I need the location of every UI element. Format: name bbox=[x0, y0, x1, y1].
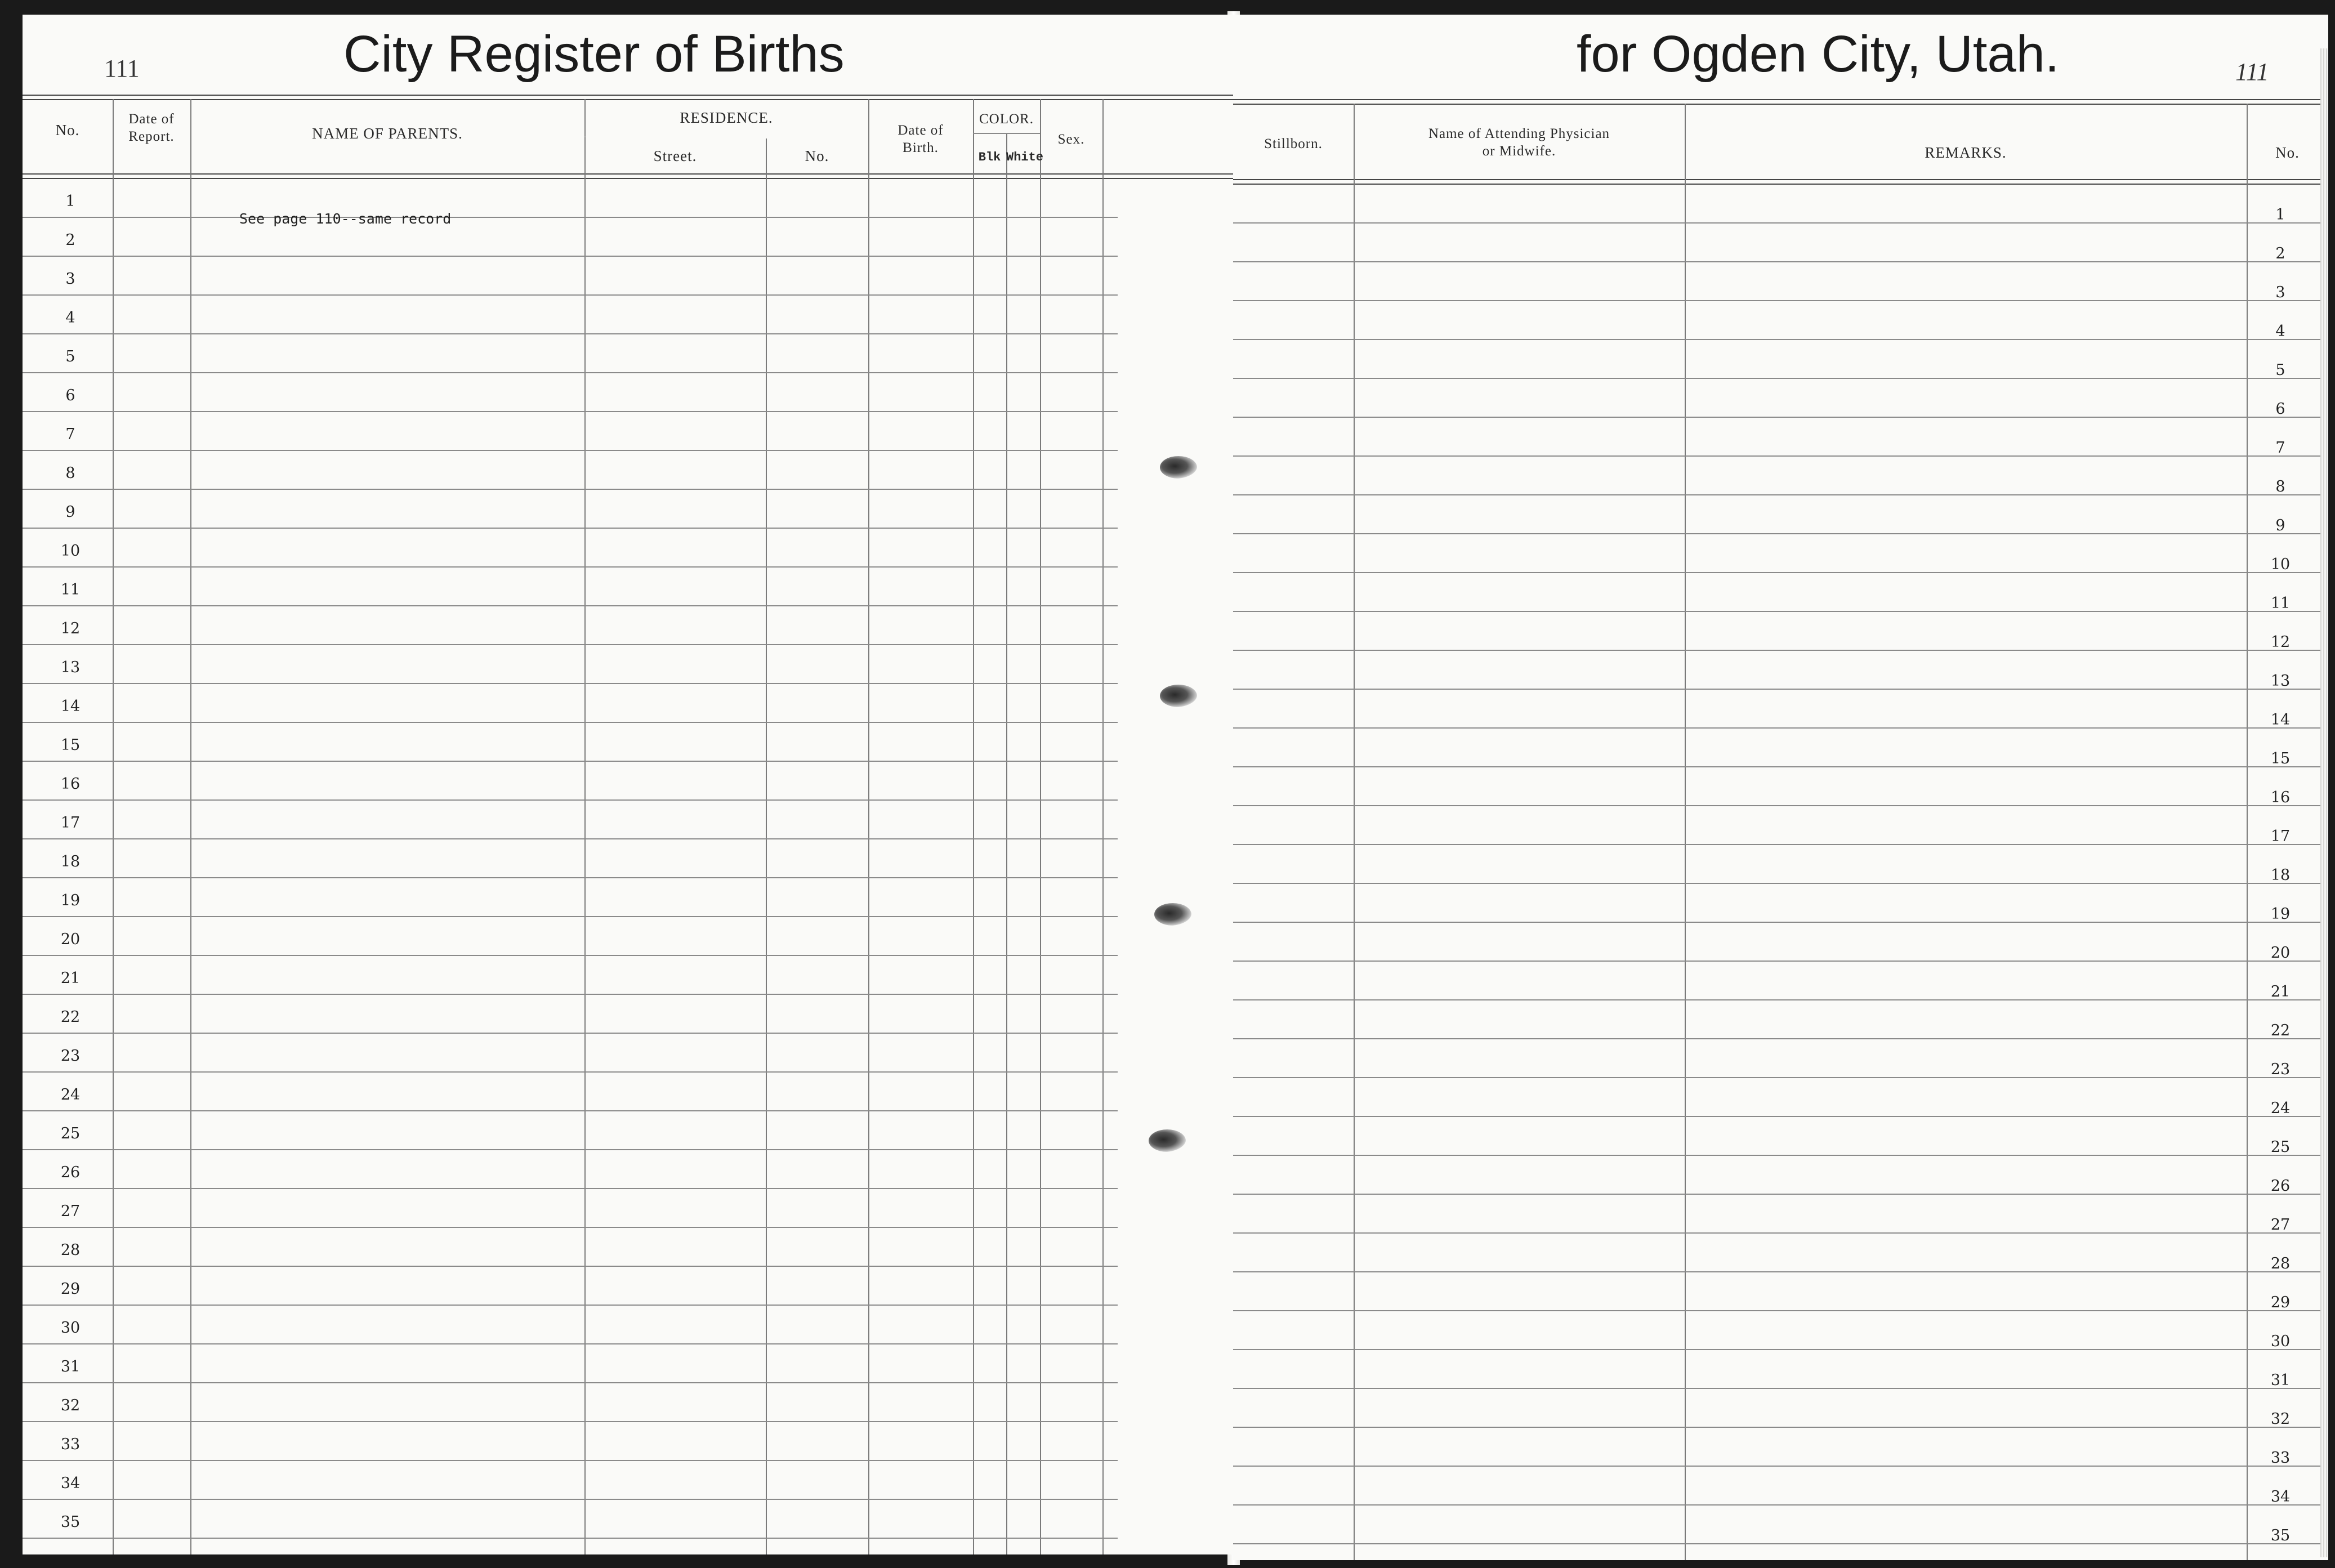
row-number: 35 bbox=[2270, 1527, 2291, 1544]
row-number: 4 bbox=[2275, 323, 2285, 340]
row-number: 17 bbox=[60, 814, 81, 832]
row-line bbox=[1233, 650, 2328, 651]
row-line bbox=[23, 994, 1118, 995]
row-number: 35 bbox=[60, 1513, 81, 1531]
row-line bbox=[23, 489, 1118, 490]
row-line bbox=[23, 1421, 1118, 1422]
row-number: 11 bbox=[60, 581, 81, 598]
row-line bbox=[1233, 533, 2328, 534]
row-number: 5 bbox=[65, 348, 75, 365]
row-line bbox=[1233, 1388, 2328, 1389]
row-number: 6 bbox=[2275, 400, 2285, 418]
header-date-of-report: Date of Report. bbox=[128, 111, 175, 144]
row-line bbox=[23, 1033, 1118, 1034]
row-line bbox=[23, 1460, 1118, 1461]
row-number: 25 bbox=[2270, 1138, 2291, 1156]
entry-row-1-parents: See page 110--same record bbox=[239, 211, 452, 227]
row-number: 8 bbox=[65, 464, 75, 482]
right-page-number: 111 bbox=[2235, 58, 2269, 86]
row-number: 13 bbox=[60, 659, 81, 676]
row-number: 3 bbox=[65, 270, 75, 288]
row-line bbox=[23, 333, 1118, 334]
row-number: 11 bbox=[2270, 595, 2291, 612]
row-line bbox=[1233, 727, 2328, 729]
row-line bbox=[1233, 222, 2328, 224]
row-line bbox=[1233, 805, 2328, 806]
row-number: 8 bbox=[2275, 478, 2285, 495]
header-residence: RESIDENCE. bbox=[680, 109, 773, 126]
row-line bbox=[23, 1149, 1118, 1150]
row-line bbox=[1233, 1038, 2328, 1039]
row-line bbox=[23, 1227, 1118, 1228]
row-number: 12 bbox=[60, 620, 81, 637]
row-number: 21 bbox=[60, 970, 81, 987]
row-line bbox=[23, 217, 1118, 218]
row-number: 26 bbox=[2270, 1177, 2291, 1195]
row-number: 3 bbox=[2275, 284, 2285, 301]
punch-hole bbox=[1154, 903, 1191, 926]
row-number: 28 bbox=[60, 1241, 81, 1259]
row-number: 19 bbox=[2270, 905, 2291, 923]
row-line bbox=[1233, 1310, 2328, 1311]
row-number: 12 bbox=[2270, 633, 2291, 651]
row-line bbox=[23, 528, 1118, 529]
row-line bbox=[23, 450, 1118, 451]
row-line bbox=[1233, 494, 2328, 495]
row-number: 24 bbox=[60, 1086, 81, 1104]
row-number: 19 bbox=[60, 892, 81, 909]
row-line bbox=[1233, 961, 2328, 962]
row-line bbox=[1233, 883, 2328, 884]
row-line bbox=[1233, 1504, 2328, 1506]
row-line bbox=[23, 1499, 1118, 1500]
row-line bbox=[1233, 1427, 2328, 1428]
punch-hole bbox=[1160, 456, 1197, 479]
row-line bbox=[23, 1538, 1118, 1539]
row-number: 18 bbox=[2270, 866, 2291, 884]
row-line bbox=[23, 605, 1118, 606]
row-line bbox=[1233, 261, 2328, 262]
row-line bbox=[23, 1343, 1118, 1344]
row-line bbox=[1233, 378, 2328, 379]
row-number: 7 bbox=[65, 426, 75, 443]
row-number: 13 bbox=[2270, 672, 2291, 690]
row-number: 20 bbox=[60, 931, 81, 948]
row-line bbox=[23, 877, 1118, 878]
row-line bbox=[23, 722, 1118, 723]
row-number: 9 bbox=[65, 503, 75, 521]
header-white: White bbox=[1006, 150, 1044, 164]
row-line bbox=[1233, 572, 2328, 573]
row-line bbox=[23, 1110, 1118, 1111]
row-number: 34 bbox=[60, 1475, 81, 1492]
row-line bbox=[23, 1305, 1118, 1306]
row-line bbox=[1233, 766, 2328, 767]
header-name-of-parents: NAME OF PARENTS. bbox=[312, 125, 463, 142]
row-number: 15 bbox=[60, 736, 81, 754]
row-line bbox=[23, 955, 1118, 956]
row-line bbox=[1233, 339, 2328, 340]
row-number: 27 bbox=[2270, 1216, 2291, 1234]
row-number: 1 bbox=[2275, 206, 2285, 224]
right-page-title: for Ogden City, Utah. bbox=[1577, 25, 2060, 83]
row-number: 33 bbox=[2270, 1449, 2291, 1467]
row-number: 2 bbox=[65, 231, 75, 249]
row-line bbox=[23, 916, 1118, 917]
row-line bbox=[1233, 611, 2328, 612]
header-street: Street. bbox=[653, 148, 697, 164]
row-line bbox=[23, 838, 1118, 839]
row-line bbox=[23, 294, 1118, 296]
row-number: 30 bbox=[60, 1319, 81, 1337]
row-line bbox=[1233, 1194, 2328, 1195]
header-remarks: REMARKS. bbox=[1925, 144, 2007, 161]
row-line bbox=[23, 1266, 1118, 1267]
left-page-number: 111 bbox=[104, 55, 140, 82]
row-number: 2 bbox=[2275, 245, 2285, 262]
row-line bbox=[1233, 1349, 2328, 1350]
row-number: 5 bbox=[2275, 361, 2285, 379]
punch-hole bbox=[1160, 685, 1197, 707]
header-top-rule bbox=[23, 95, 1236, 96]
row-number: 22 bbox=[2270, 1022, 2291, 1039]
row-line bbox=[1233, 1543, 2328, 1544]
row-number: 27 bbox=[60, 1203, 81, 1220]
header-stillborn: Stillborn. bbox=[1264, 136, 1323, 151]
row-number: 28 bbox=[2270, 1255, 2291, 1272]
row-number: 33 bbox=[60, 1436, 81, 1453]
row-number: 34 bbox=[2270, 1488, 2291, 1506]
row-number: 16 bbox=[2270, 789, 2291, 806]
row-line bbox=[23, 1071, 1118, 1073]
header-date-of-birth: Date of Birth. bbox=[898, 123, 944, 155]
row-number: 22 bbox=[60, 1008, 81, 1026]
row-number: 32 bbox=[2270, 1410, 2291, 1428]
row-line bbox=[1233, 1077, 2328, 1078]
row-number: 29 bbox=[2270, 1294, 2291, 1311]
row-number: 6 bbox=[65, 387, 75, 404]
row-line bbox=[23, 799, 1118, 801]
row-line bbox=[23, 411, 1118, 412]
row-line bbox=[23, 1382, 1118, 1383]
row-number: 31 bbox=[60, 1358, 81, 1375]
header-bottom-rule bbox=[23, 173, 1236, 175]
page-edge-stack bbox=[2320, 48, 2328, 1557]
row-number: 18 bbox=[60, 853, 81, 870]
header-sex: Sex. bbox=[1057, 132, 1085, 147]
row-number: 25 bbox=[60, 1125, 81, 1142]
row-number: 10 bbox=[60, 542, 81, 560]
row-number: 16 bbox=[60, 775, 81, 793]
row-number: 24 bbox=[2270, 1100, 2291, 1117]
row-number: 23 bbox=[2270, 1061, 2291, 1078]
header-residence-no: No. bbox=[805, 148, 829, 164]
row-line bbox=[23, 683, 1118, 684]
punch-hole bbox=[1149, 1129, 1186, 1152]
header-physician: Name of Attending Physician or Midwife. bbox=[1428, 126, 1610, 159]
row-line bbox=[1233, 999, 2328, 1000]
row-line bbox=[1233, 300, 2328, 301]
row-line bbox=[1233, 455, 2328, 457]
row-line bbox=[1233, 1232, 2328, 1234]
row-number: 15 bbox=[2270, 750, 2291, 767]
row-number: 1 bbox=[65, 193, 75, 210]
row-line bbox=[1233, 417, 2328, 418]
row-number: 4 bbox=[65, 309, 75, 327]
right-register-page bbox=[1233, 15, 2328, 1560]
row-line bbox=[23, 1188, 1118, 1189]
row-line bbox=[1233, 844, 2328, 845]
row-number: 20 bbox=[2270, 944, 2291, 962]
row-line bbox=[23, 566, 1118, 568]
row-number: 17 bbox=[2270, 828, 2291, 845]
row-number: 9 bbox=[2275, 517, 2285, 534]
row-line bbox=[1233, 1466, 2328, 1467]
row-line bbox=[23, 372, 1118, 373]
row-line bbox=[1233, 1155, 2328, 1156]
row-number: 30 bbox=[2270, 1333, 2291, 1350]
header-no: No. bbox=[55, 122, 80, 139]
row-number: 14 bbox=[60, 698, 81, 715]
row-number: 23 bbox=[60, 1047, 81, 1065]
row-line bbox=[1233, 1116, 2328, 1117]
row-number: 10 bbox=[2270, 556, 2291, 573]
header-color: COLOR. bbox=[979, 111, 1034, 127]
row-number: 29 bbox=[60, 1280, 81, 1298]
row-number: 32 bbox=[60, 1397, 81, 1414]
row-number: 26 bbox=[60, 1164, 81, 1181]
row-number: 14 bbox=[2270, 711, 2291, 729]
header-blk: Blk bbox=[978, 150, 1001, 164]
row-number: 21 bbox=[2270, 983, 2291, 1000]
header-no-right: No. bbox=[2275, 144, 2300, 161]
row-line bbox=[23, 761, 1118, 762]
row-number: 7 bbox=[2275, 439, 2285, 457]
left-page-title: City Register of Births bbox=[343, 25, 845, 83]
row-line bbox=[1233, 922, 2328, 923]
row-line bbox=[23, 644, 1118, 645]
left-register-page bbox=[23, 15, 1236, 1554]
row-line bbox=[1233, 689, 2328, 690]
row-number: 31 bbox=[2270, 1372, 2291, 1389]
row-line bbox=[1233, 1271, 2328, 1272]
row-line bbox=[23, 256, 1118, 257]
